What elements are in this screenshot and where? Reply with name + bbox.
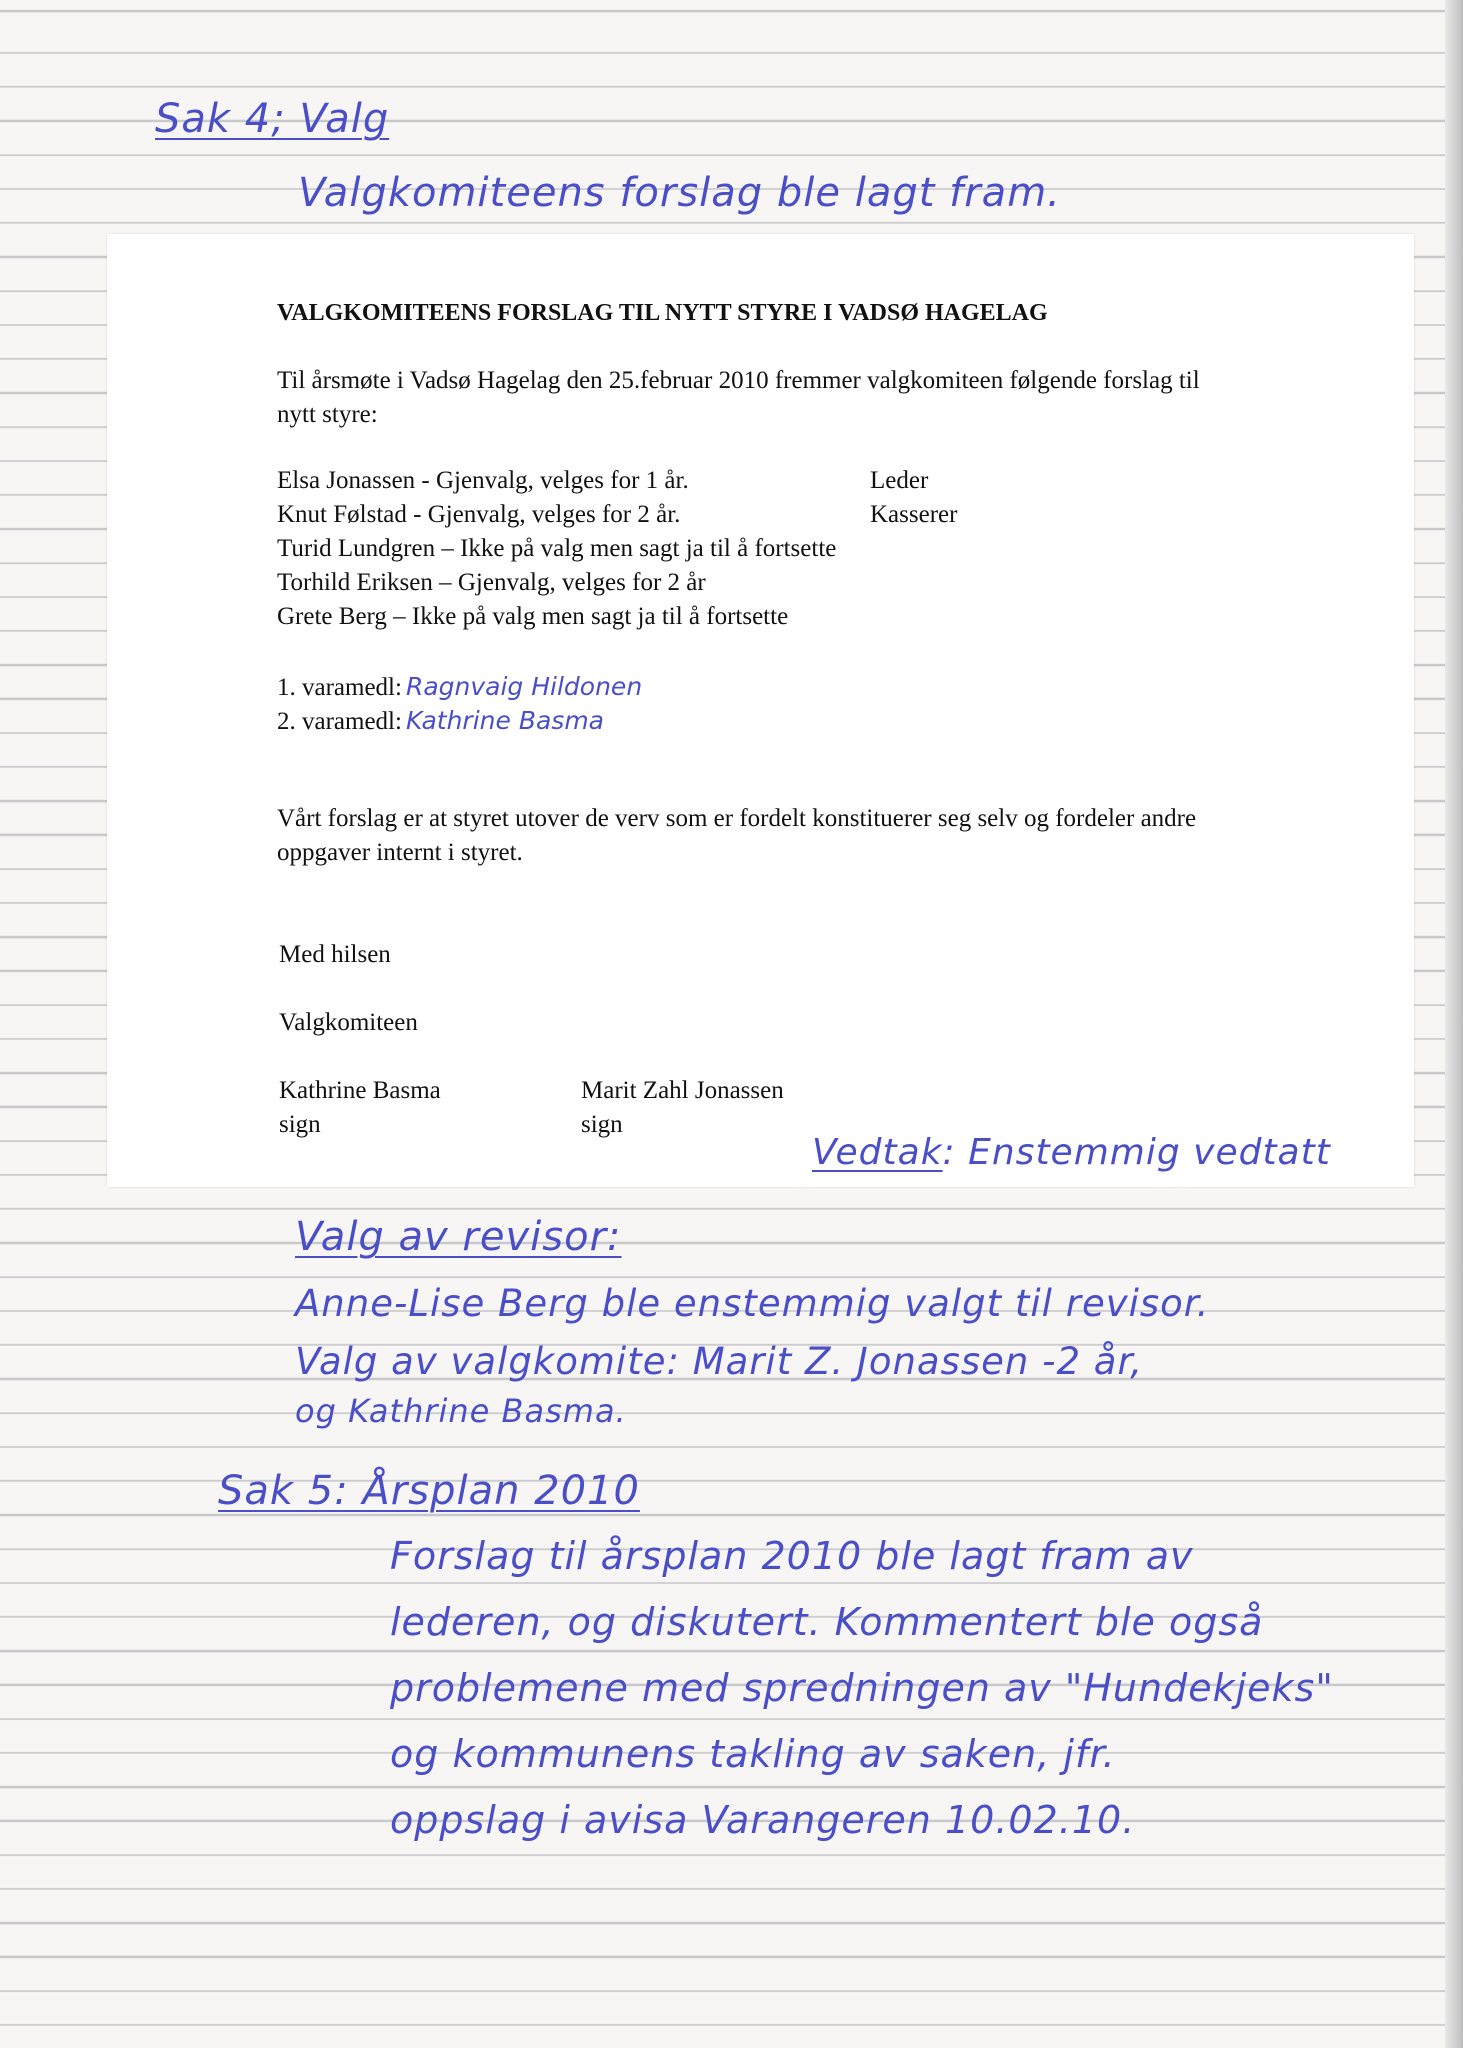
valgkomite-line: Valg av valgkomite: Marit Z. Jonassen -2 år,: [295, 1340, 1144, 1383]
intro-line-2: nytt styre:: [277, 401, 378, 428]
member-list: [277, 464, 1177, 634]
sak5-line: problemene med spredningen av "Hundekjeks": [390, 1666, 1334, 1710]
sak5-title: Sak 5: Årsplan 2010: [218, 1468, 640, 1514]
member-text: Torhild Eriksen – Gjenvalg, velges for 2 år: [277, 569, 706, 596]
member-row: [277, 600, 788, 634]
member-text: Turid Lundgren – Ikke på valg men sagt ja til å fortsette: [277, 535, 837, 562]
intro-line-1: Til årsmøte i Vadsø Hagelag den 25.februar 2010 fremmer valgkomiteen følgende forslag til: [277, 367, 1200, 394]
valgkomite-line-2: og Kathrine Basma.: [295, 1392, 627, 1430]
member-row: [277, 498, 680, 532]
greeting: Med hilsen: [279, 941, 391, 968]
vara-1-label: 1. varamedl:: [277, 674, 402, 701]
member-text: Knut Følstad - Gjenvalg, velges for 2 år.: [277, 501, 681, 528]
document-heading: VALGKOMITEENS FORSLAG TIL NYTT STYRE I VADSØ HAGELAG: [277, 300, 1048, 326]
member-text: Elsa Jonassen - Gjenvalg, velges for 1 år.: [277, 467, 689, 494]
committee-name: Valgkomiteen: [279, 1009, 418, 1036]
member-row: [277, 532, 836, 566]
member-role: Kasserer: [870, 501, 958, 528]
sak5-line: og kommunens takling av saken, jfr.: [390, 1732, 1116, 1776]
sak5-line: oppslag i avisa Varangeren 10.02.10.: [390, 1798, 1136, 1842]
vedtak-text: : Enstemmig vedtatt: [942, 1132, 1331, 1173]
sak5-line: lederen, og diskutert. Kommentert ble også: [390, 1600, 1264, 1644]
vedtak-label: Vedtak: [812, 1132, 943, 1173]
vara-1-handwritten-name: Ragnvaig Hildonen: [405, 672, 643, 701]
member-row: [277, 566, 706, 600]
revisor-line: Anne-Lise Berg ble enstemmig valgt til revisor.: [295, 1282, 1210, 1325]
vara-2-handwritten-name: Kathrine Basma: [405, 706, 604, 735]
member-role: Leder: [870, 467, 929, 494]
vara-2: [277, 704, 604, 739]
signer-1-name: Kathrine Basma: [279, 1077, 441, 1104]
signer-2-name: Marit Zahl Jonassen: [581, 1077, 784, 1104]
vedtak: [812, 1132, 1331, 1173]
proposal-line-1: Vårt forslag er at styret utover de verv som er fordelt konstituerer seg selv og fordeler andre: [277, 805, 1197, 832]
member-row: [277, 464, 689, 498]
pasted-document: [107, 234, 1414, 1187]
member-text: Grete Berg – Ikke på valg men sagt ja til å fortsette: [277, 603, 789, 630]
sak5-line: Forslag til årsplan 2010 ble lagt fram av: [390, 1534, 1194, 1578]
valg-revisor-title: Valg av revisor:: [295, 1214, 622, 1260]
sak4-line: Valgkomiteens forslag ble lagt fram.: [298, 170, 1061, 216]
sak4-title: Sak 4; Valg: [155, 96, 390, 142]
signer-1-sign: sign: [279, 1111, 321, 1138]
signer-2-sign: sign: [581, 1111, 623, 1138]
vara-1: [277, 670, 642, 705]
proposal-line-2: oppgaver internt i styret.: [277, 839, 523, 866]
vara-2-label: 2. varamedl:: [277, 708, 402, 735]
notebook-binding: [1445, 0, 1463, 2048]
